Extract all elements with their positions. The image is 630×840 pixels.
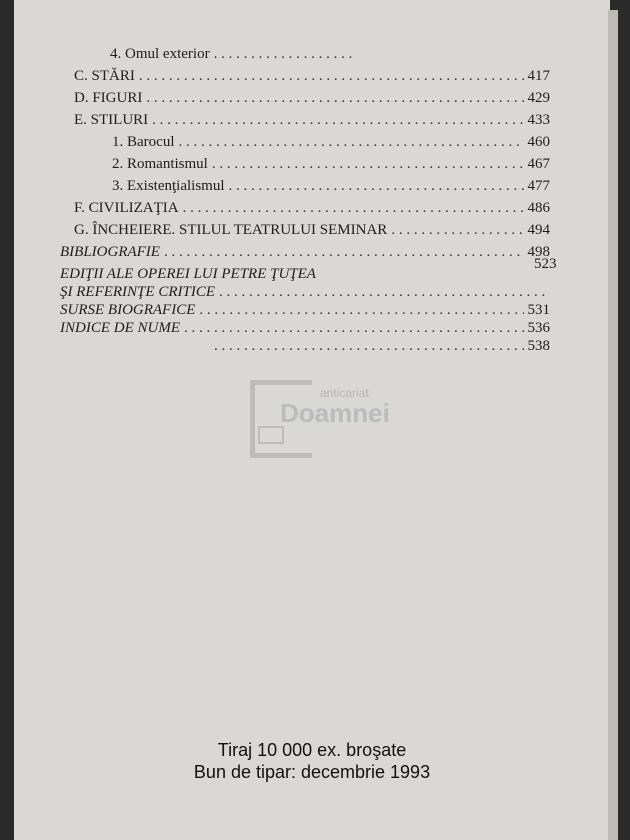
toc-leader xyxy=(178,132,523,152)
toc-leader xyxy=(214,44,356,64)
toc-leader xyxy=(152,110,523,130)
toc-page: 531 xyxy=(527,302,550,318)
toc-leader xyxy=(214,336,524,356)
toc-label: 4. Omul exterior xyxy=(110,46,210,62)
toc-entry-final xyxy=(210,336,550,356)
toc-entry-bibliografie xyxy=(60,242,550,262)
toc-entry-indice xyxy=(60,318,550,338)
toc-label: E. STILURI xyxy=(74,112,149,128)
toc-entry-romantismul xyxy=(112,154,550,174)
toc-entry-figuri xyxy=(74,88,550,108)
toc-label: INDICE DE NUME xyxy=(60,320,180,336)
toc-label: 3. Existenţialismul xyxy=(112,178,225,194)
toc-entry-barocul xyxy=(112,132,550,152)
toc-leader xyxy=(219,282,546,302)
toc-label: ŞI REFERINŢE CRITICE xyxy=(60,284,215,300)
watermark-logo xyxy=(250,380,400,458)
toc-page: 523 xyxy=(534,256,557,272)
toc-leader xyxy=(183,198,524,218)
toc-label: 2. Romantismul xyxy=(112,156,208,172)
toc-page: 498 xyxy=(527,244,550,260)
toc-page: 494 xyxy=(527,222,550,238)
toc-page: 429 xyxy=(527,90,550,106)
toc-entry-existentialismul xyxy=(112,176,550,196)
toc-entry-incheiere xyxy=(74,220,550,240)
watermark-small-text: anticariat xyxy=(320,386,369,400)
toc-entry-stiluri xyxy=(74,110,550,130)
toc-label: EDIŢII ALE OPEREI LUI PETRE ŢUŢEA xyxy=(60,266,316,282)
imprint-print-run: Tiraj 10 000 ex. broşate xyxy=(217,740,407,760)
toc-label: G. ÎNCHEIERE. STILUL TEATRULUI SEMINAR xyxy=(74,222,388,238)
toc-label: F. CIVILIZAŢIA xyxy=(74,200,179,216)
toc-entry-civilizatia xyxy=(74,198,550,218)
toc-label: 1. Barocul xyxy=(112,134,175,150)
toc-leader xyxy=(139,66,524,86)
toc-leader xyxy=(199,300,523,320)
toc-leader xyxy=(229,176,524,196)
toc-leader xyxy=(212,154,524,174)
toc-page: 536 xyxy=(527,320,550,336)
toc-page-editii xyxy=(534,254,557,274)
toc-leader xyxy=(146,88,523,108)
watermark-big-text: Doamnei xyxy=(280,398,390,428)
toc-entry-stari xyxy=(74,66,550,86)
toc-page: 467 xyxy=(527,156,550,172)
toc-entry-surse xyxy=(60,300,550,320)
imprint-print-date: Bun de tipar: decembrie 1993 xyxy=(193,762,431,782)
toc-page: 486 xyxy=(527,200,550,216)
toc-leader xyxy=(391,220,523,240)
toc-page: 417 xyxy=(527,68,550,84)
toc-entry-referinte xyxy=(60,282,550,302)
toc-leader xyxy=(164,242,524,262)
book-page xyxy=(14,0,610,840)
toc-page: 433 xyxy=(527,112,550,128)
toc-page: 477 xyxy=(527,178,550,194)
toc-label: C. STĂRI xyxy=(74,68,135,84)
toc-entry-editii xyxy=(60,264,550,284)
toc-label: SURSE BIOGRAFICE xyxy=(60,302,196,318)
toc-label: BIBLIOGRAFIE xyxy=(60,244,160,260)
toc-page: 460 xyxy=(527,134,550,150)
toc-entry-omul-exterior xyxy=(110,44,360,64)
toc-leader xyxy=(184,318,524,338)
toc-page: 538 xyxy=(527,338,550,354)
table-of-contents xyxy=(14,0,610,360)
toc-label: D. FIGURI xyxy=(74,90,143,106)
